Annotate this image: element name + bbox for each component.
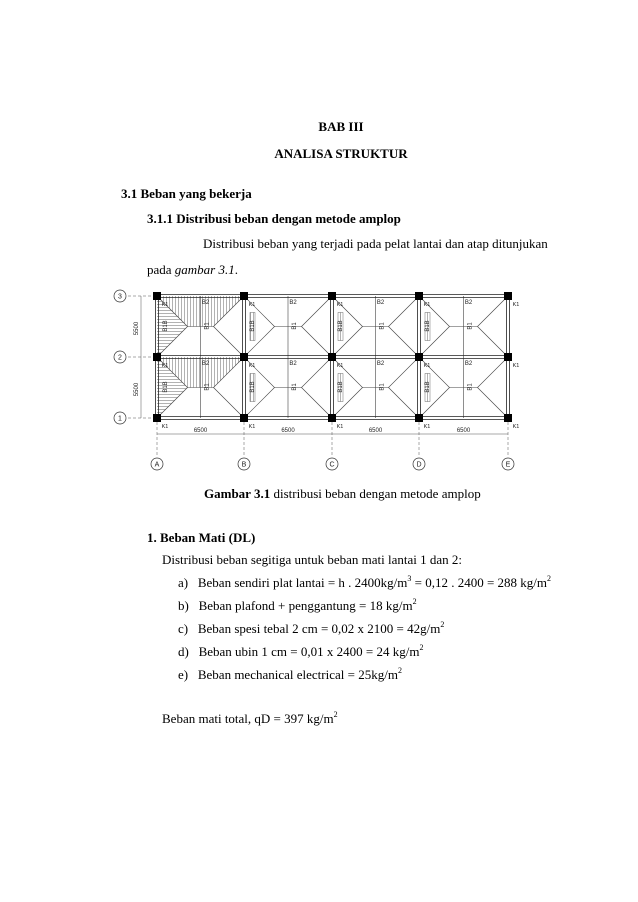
col-dimension-label: 6500 [456, 428, 471, 434]
column-label: K1 [248, 302, 256, 308]
envelope-line [244, 357, 275, 388]
beam-label-b2: B2 [289, 361, 297, 367]
beam-label-b1b: B1B [338, 381, 344, 393]
envelope-line [389, 388, 420, 419]
beam-label-b2: B2 [201, 361, 210, 367]
envelope-line [478, 327, 509, 358]
list-item [178, 598, 417, 614]
beam-label-b1b: B1B [338, 320, 344, 332]
total-text: Beban mati total, qD = 397 kg/m [162, 711, 334, 726]
chapter-title: ANALISA STRUKTUR [274, 146, 408, 161]
envelope-line [478, 388, 509, 419]
item-text: Beban mechanical electrical = 25kg/m [197, 667, 398, 682]
figure-caption [204, 486, 481, 502]
column-label: K1 [423, 302, 431, 308]
column-k1 [153, 414, 161, 422]
grid-row-label: 3 [118, 293, 122, 301]
beam-label-b1: B1 [204, 383, 211, 391]
grid-row-label: 2 [118, 354, 122, 362]
envelope-line [332, 296, 363, 327]
row-dimension-label: 5500 [134, 321, 140, 336]
item-letter: c) [178, 621, 189, 636]
envelope-line [332, 357, 363, 388]
figure-caption-label: Gambar 3.1 [204, 486, 271, 501]
beam-label-b1: B1 [292, 322, 298, 330]
column-label: K1 [161, 424, 169, 430]
item-sup: 2 [419, 642, 424, 652]
col-dimension-label: 6500 [193, 428, 208, 434]
beam-label-b1b: B1B [425, 381, 431, 393]
item-sup: 2 [397, 665, 402, 675]
column-k1 [328, 292, 336, 300]
envelope-line [419, 388, 450, 419]
column-label: K1 [336, 363, 344, 369]
column-k1 [504, 353, 512, 361]
beam-label-b1: B1 [204, 322, 211, 330]
column-label: K1 [161, 302, 169, 308]
intro-prefix: pada [147, 262, 175, 277]
beam-label-b2: B2 [376, 361, 385, 367]
item-letter: b) [178, 598, 189, 613]
column-label: K1 [512, 424, 520, 430]
column-label: K1 [161, 363, 169, 369]
beam-label-b1: B1 [379, 322, 386, 330]
intro-figure-ref: gambar 3.1 [174, 262, 235, 277]
column-label: K1 [423, 424, 431, 430]
envelope-line [302, 388, 333, 419]
item-sup: 2 [440, 619, 445, 629]
envelope-line [332, 327, 363, 358]
column-label: K1 [336, 302, 344, 308]
envelope-line [389, 296, 420, 327]
beam-label-b1: B1 [379, 383, 386, 391]
envelope-line [332, 388, 363, 419]
beam-label-b1b: B1B [163, 320, 169, 332]
envelope-line [419, 357, 450, 388]
item-letter: d) [178, 644, 189, 659]
envelope-line [244, 296, 275, 327]
chapter-number: BAB III [318, 119, 364, 134]
list-item [178, 667, 402, 683]
total-sup: 2 [333, 709, 338, 719]
envelope-line [302, 296, 333, 327]
beam-label-b1b: B1B [250, 381, 256, 393]
dead-load-intro: Distribusi beban segitiga untuk beban mati lantai 1 dan 2: [162, 552, 463, 567]
grid-col-label: B [241, 461, 247, 469]
column-label: K1 [423, 363, 431, 369]
envelope-line [302, 357, 333, 388]
col-dimension-label: 6500 [368, 428, 383, 434]
item-letter: e) [178, 667, 189, 682]
beam-label-b2: B2 [376, 300, 385, 306]
beam-label-b2: B2 [464, 361, 473, 367]
col-dimension-label: 6500 [281, 428, 295, 434]
section-heading: 3.1 Beban yang bekerja [121, 186, 252, 201]
item-text: Beban plafond + penggantung = 18 kg/m [198, 598, 413, 613]
column-k1 [328, 353, 336, 361]
column-label: K1 [248, 363, 256, 369]
envelope-line [478, 357, 509, 388]
envelope-line [244, 327, 275, 358]
column-label: K1 [512, 363, 520, 369]
column-label: K1 [248, 424, 256, 430]
intro-suffix: . [234, 262, 238, 277]
column-k1 [240, 414, 248, 422]
beam-label-b1b: B1B [250, 320, 256, 332]
figure-caption-text: distribusi beban dengan metode amplop [270, 486, 481, 501]
grid-col-label: A [154, 461, 160, 469]
column-k1 [504, 292, 512, 300]
column-label: K1 [336, 424, 344, 430]
list-item [178, 621, 444, 637]
grid-row-label: 1 [118, 415, 122, 423]
item-text: Beban sendiri plat lantai = h . 2400kg/m [197, 575, 408, 590]
envelope-line [389, 357, 420, 388]
dead-load-total [162, 711, 338, 727]
envelope-line [244, 388, 275, 419]
beam-label-b1: B1 [467, 322, 474, 330]
item-sup: 3 [407, 573, 412, 583]
item-letter: a) [178, 575, 189, 590]
envelope-line [214, 327, 245, 358]
column-k1 [153, 292, 161, 300]
column-k1 [240, 292, 248, 300]
item-sup: 2 [412, 596, 417, 606]
column-k1 [504, 414, 512, 422]
beam-label-b2: B2 [289, 300, 297, 306]
beam-label-b2: B2 [201, 300, 210, 306]
column-k1 [153, 353, 161, 361]
grid-col-label: C [329, 461, 335, 469]
intro-line-1: Distribusi beban yang terjadi pada pelat lantai dan atap ditunjukan [203, 236, 548, 251]
column-k1 [240, 353, 248, 361]
grid-col-label: E [505, 461, 511, 469]
envelope-line [478, 296, 509, 327]
item-text: Beban spesi tebal 2 cm = 0,02 x 2100 = 42g/m [197, 621, 441, 636]
beam-label-b1: B1 [292, 383, 298, 391]
envelope-line [214, 388, 245, 419]
intro-line-2 [147, 262, 238, 278]
list-item [178, 644, 423, 660]
row-dimension-label: 5500 [134, 382, 140, 397]
item-text: Beban ubin 1 cm = 0,01 x 2400 = 24 kg/m [198, 644, 420, 659]
beam-label-b1b: B1B [425, 320, 431, 332]
beam-label-b1: B1 [467, 383, 474, 391]
item-text-mid: = 0,12 . 2400 = 288 kg/m [411, 575, 548, 590]
column-k1 [415, 414, 423, 422]
envelope-line [419, 327, 450, 358]
envelope-line [389, 327, 420, 358]
column-label: K1 [512, 302, 520, 308]
envelope-line [302, 327, 333, 358]
column-k1 [415, 292, 423, 300]
grid-col-label: D [416, 461, 422, 469]
item-sup: 2 [547, 573, 552, 583]
beam-label-b2: B2 [464, 300, 473, 306]
column-k1 [415, 353, 423, 361]
floor-plan-figure [108, 282, 528, 474]
list-item [178, 575, 551, 591]
subsection-heading: 3.1.1 Distribusi beban dengan metode amplop [147, 211, 401, 226]
beam-label-b1b: B1B [163, 381, 169, 393]
envelope-line [419, 296, 450, 327]
dead-load-heading: 1. Beban Mati (DL) [147, 530, 256, 545]
column-k1 [328, 414, 336, 422]
